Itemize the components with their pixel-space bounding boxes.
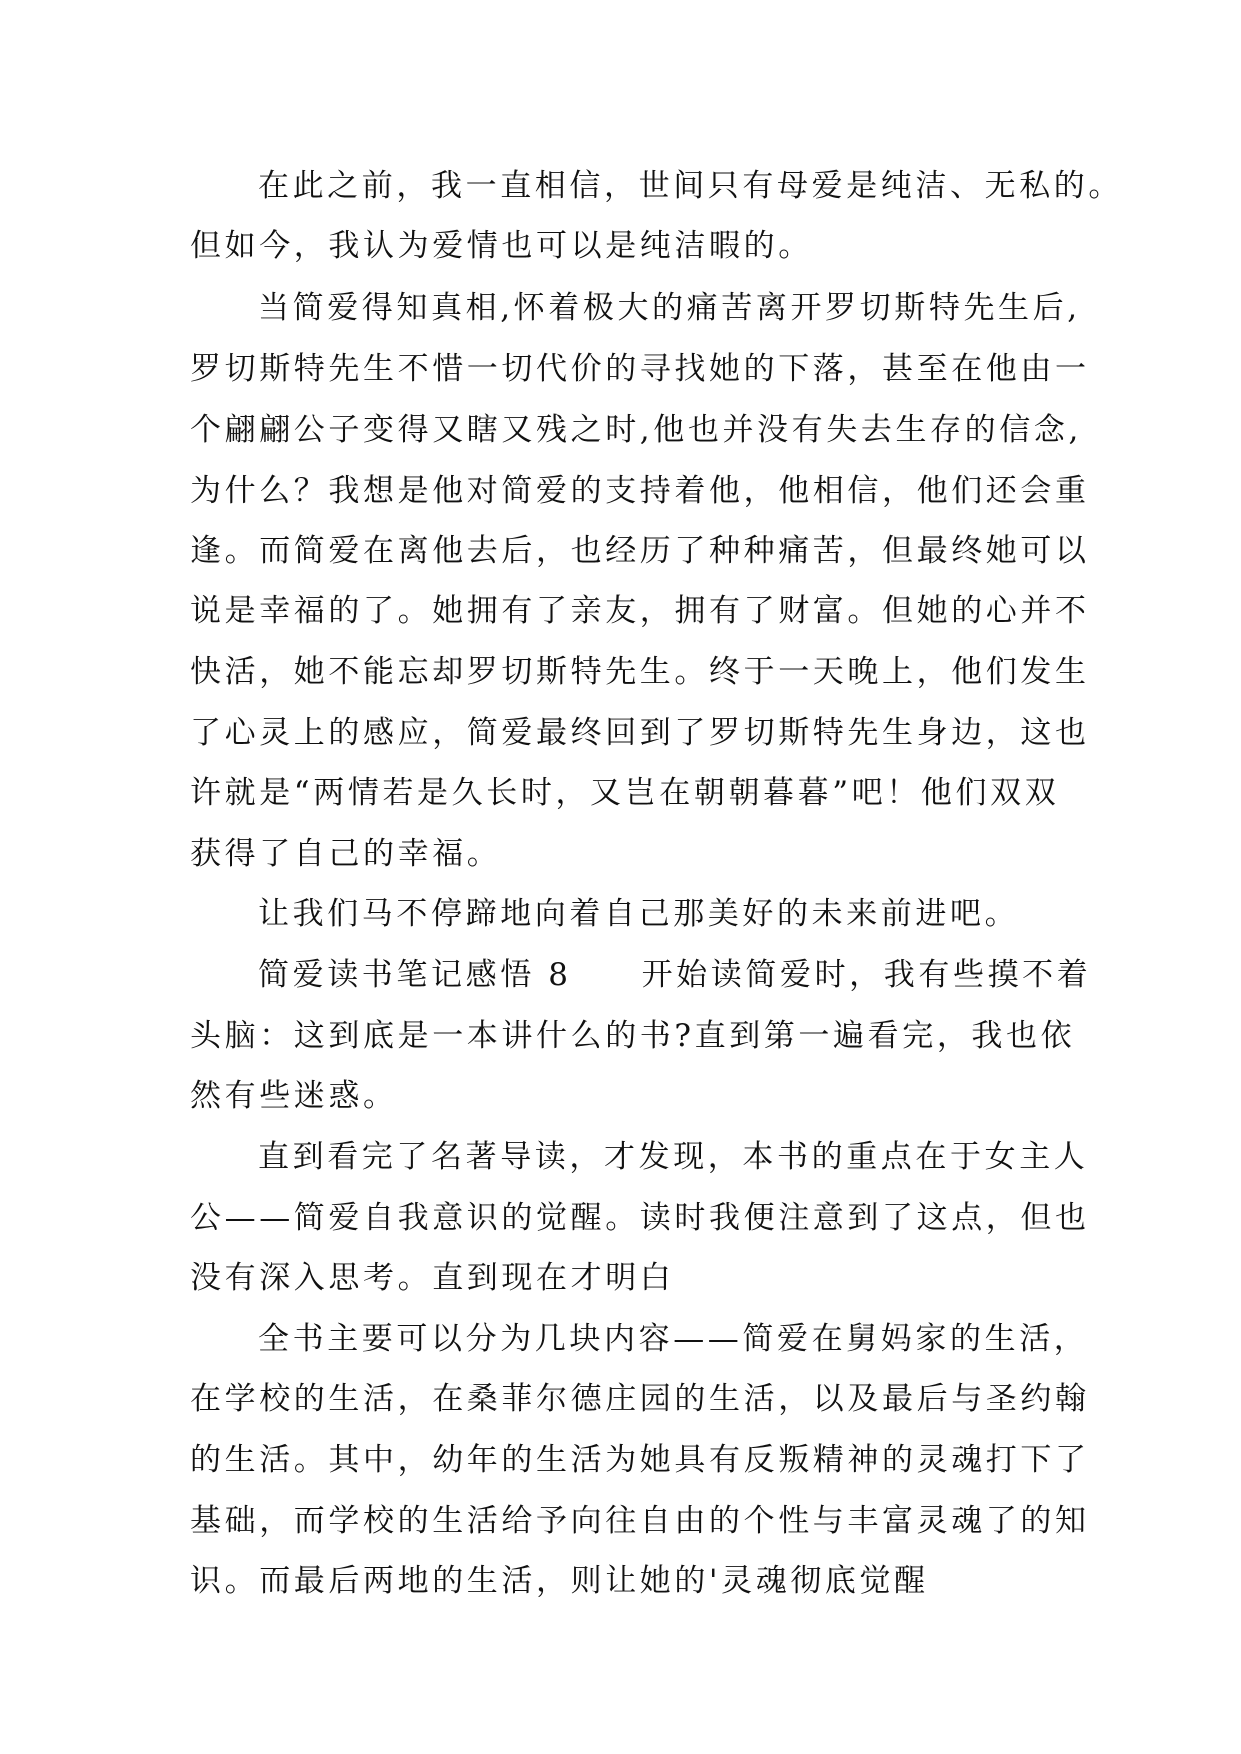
text-line: 获得了自己的幸福。 bbox=[190, 836, 502, 872]
text-line: 让我们马不停蹄地向着自己那美好的未来前进吧。 bbox=[258, 896, 1020, 932]
text-line: 没有深入思考。直到现在才明白 bbox=[190, 1260, 675, 1296]
text-line: 在学校的生活，在桑菲尔德庄园的生活，以及最后与圣约翰 bbox=[190, 1381, 1090, 1417]
text-line: 许就是“两情若是久长时，又岂在朝朝暮暮”吧！他们双双 bbox=[190, 775, 1060, 811]
text-line: 为什么？我想是他对简爱的支持着他，他相信，他们还会重 bbox=[190, 473, 1090, 509]
text-line-heading bbox=[258, 945, 1158, 1005]
text-line: 当简爱得知真相,怀着极大的痛苦离开罗切斯特先生后, bbox=[258, 290, 1081, 326]
text-line: 直到看完了名著导读，才发现，本书的重点在于女主人 bbox=[258, 1139, 1089, 1175]
text-line: 在此之前，我一直相信，世间只有母爱是纯洁、无私的。 bbox=[258, 168, 1123, 204]
text-line: 说是幸福的了。她拥有了亲友，拥有了财富。但她的心并不 bbox=[190, 593, 1090, 629]
text-line: 快活，她不能忘却罗切斯特先生。终于一天晚上，他们发生 bbox=[190, 654, 1090, 690]
text-line-start: 开始读简爱时，我有些摸不着 bbox=[641, 957, 1092, 993]
text-line: 头脑：这到底是一本讲什么的书?直到第一遍看完，我也依 bbox=[190, 1018, 1076, 1054]
text-line: 全书主要可以分为几块内容——简爱在舅妈家的生活， bbox=[258, 1321, 1089, 1357]
section-heading: 简爱读书笔记感悟 8 bbox=[258, 957, 572, 993]
text-line: 公——简爱自我意识的觉醒。读时我便注意到了这点，但也 bbox=[190, 1200, 1090, 1236]
text-line: 罗切斯特先生不惜一切代价的寻找她的下落，甚至在他由一 bbox=[190, 351, 1090, 387]
text-line: 逢。而简爱在离他去后，也经历了种种痛苦，但最终她可以 bbox=[190, 533, 1090, 569]
text-line: 基础，而学校的生活给予向往自由的个性与丰富灵魂了的知 bbox=[190, 1503, 1090, 1539]
text-line: 的生活。其中，幼年的生活为她具有反叛精神的灵魂打下了 bbox=[190, 1442, 1090, 1478]
text-line: 识。而最后两地的生活，则让她的'灵魂彻底觉醒 bbox=[190, 1563, 929, 1599]
text-line: 个翩翩公子变得又瞎又残之时,他也并没有失去生存的信念, bbox=[190, 412, 1082, 448]
text-line: 了心灵上的感应，简爱最终回到了罗切斯特先生身边，这也 bbox=[190, 715, 1090, 751]
text-line: 然有些迷惑。 bbox=[190, 1078, 398, 1114]
text-line: 但如今，我认为爱情也可以是纯洁暇的。 bbox=[190, 228, 813, 264]
